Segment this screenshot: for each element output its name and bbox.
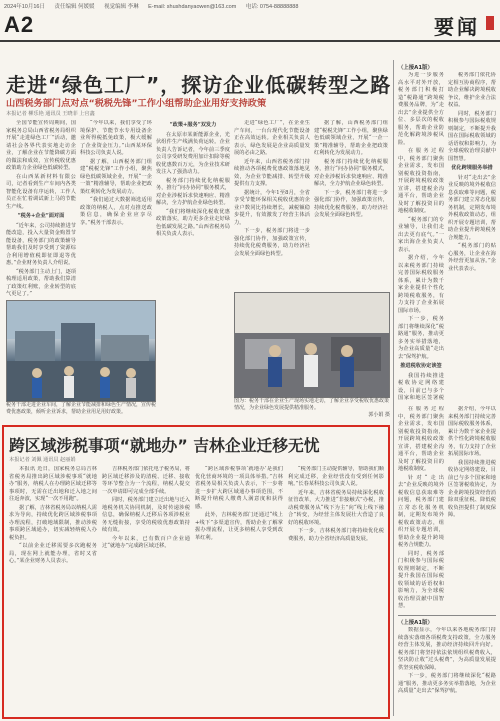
page-number: A2 xyxy=(4,12,35,37)
workshop-visit-image xyxy=(235,293,389,397)
paragraph: 下一步，税务部门将进一步强化部门协作，加强政策宣传，持续优化税费服务，助力经济社会发展全面绿色转型。 xyxy=(314,189,388,218)
masthead-topline xyxy=(4,2,306,10)
paragraph: 下一步，税务部门将继续深化“税路通”服务，推动更多务实举措落地，为企业高质量“走出去”保驾护航。 xyxy=(398,673,496,694)
article2-column-2 xyxy=(102,466,190,714)
visual-editor-info: 视觉编辑 李琳 xyxy=(104,4,139,10)
paragraph: 在太原市某新能源企业，光伏组件生产线满负荷运转。企业负责人告诉记者，今年前三季度公司享受研发费用加计扣除等税收优惠数百万元，为企业技术研发注入了强劲动力。 xyxy=(156,131,230,175)
article1-subhead-1: “税务+企业”面对面 xyxy=(17,213,65,219)
paragraph: “我们通过大数据筛选适用政策的纳税人，点对点推送政策信息，确保企业应享尽享。”税务干部表示。 xyxy=(80,197,152,226)
right-column-2 xyxy=(448,72,496,402)
paragraph: 在山西某新材料有限公司，记者看到生产车间内各类智能化设备有序运转，工作人员正在忙着调试新上马的节能生产线。 xyxy=(6,173,76,210)
continued-label: （上接A1版） xyxy=(398,65,433,71)
article2-column-3 xyxy=(195,466,283,714)
paragraph: 针对“走出去”企业反映的境外税收信息获取难等问题，税务部门建立常态化服务机制，定期发布境外税收政策动态，组织开展专题培训，帮助企业提升跨境税务合规能力。 xyxy=(398,474,444,548)
paragraph: 据了解，吉林省税务局以纳税人需求为导向，持续优化跨区域涉税事项办理流程，打破地域限制，推动涉税事项跨区域通办，切实减轻纳税人办税负担。 xyxy=(9,504,97,541)
paragraph: “税务部门主动上门，逐项梳理适用政策，帮助我们算清了政策红利账，企业转型的底气更足了。” xyxy=(6,268,76,297)
paragraph: 据了解，山西税务部门组建“税税先锋”工作小组，聚焦绿色低碳领域企业，开展“一企一策”精准辅导，帮助企业把政策红利转化为发展动力。 xyxy=(314,120,388,156)
article1-headline: 走进“绿色工厂”，探访企业低碳转型之路 xyxy=(6,73,392,97)
paragraph: 据统计，今年1至8月，全省享受节能环保相关税收优惠的企业户数同比持续增长，减税额稳步提升，有效激发了经营主体活力。 xyxy=(234,189,310,226)
email-info: E-mail: shushdanyaowen@163.com xyxy=(148,4,237,10)
paragraph: 走进“绿色工厂”，在企业生产车间，一台台现代化节能设备正在高效运转。企业相关负责人表示，绿色发展是企业高质量发展的必由之路。 xyxy=(234,120,310,156)
paragraph: 此外，吉林税务部门还通过“线上+线下”多渠道宣传，帮助企业了解掌握办理流程，让更多纳税人享受到改革红利。 xyxy=(195,512,283,541)
paragraph: 下一步，吉林税务部门将持续优化税费服务，助力全省经济高质量发展。 xyxy=(288,528,384,542)
right-column-rule xyxy=(393,60,394,716)
photo-credit: 郭小娟 摄 xyxy=(368,412,390,418)
issue-date: 2024年10月16日 xyxy=(4,4,45,10)
paragraph: 税务部门持续优化纳税服务，推行“问办协同”服务模式，对企业涉税诉求快速响应、精准解决，全力护航企业绿色转型。 xyxy=(314,158,388,187)
right-column-1 xyxy=(398,72,444,402)
spacer xyxy=(6,416,10,420)
paragraph: 下一步，税务部门将继续深化“税路通”服务，推动更多务实举措落地，为企业高质量“走出去”保驾护航。 xyxy=(398,316,444,360)
paragraph: “跨区域涉税事项‘就地办’是我们优化营商环境的一项具体举措。”吉林省税务局相关负责人表示，下一步将进一步扩大跨区域通办事项范围，不断提升纳税人缴费人满意度和获得感。 xyxy=(195,466,283,510)
right-column-bottom xyxy=(398,627,496,715)
paragraph: 近年来，山西省税务部门持续推动各项税费优惠政策落地见效，为企业节能减排、转型升级提供有力支撑。 xyxy=(234,158,310,187)
paragraph: 吉林税务部门依托电子税务局，将跨区域迁移涉及的清税、迁移、接收等环节整合为一个流程，纳税人提交一次申请即可完成全部手续。 xyxy=(102,466,190,495)
paragraph: 同时，税务部门积极参与国际税收规则制定，不断提升我国在国际税收领域的话语权和影响力，为全球税收治理贡献中国智慧。 xyxy=(398,550,444,609)
paragraph: 我国持续推进税收协定网络建设，目前已与多个国家和地区签署税 xyxy=(398,372,444,401)
section-color-mark xyxy=(486,16,494,30)
editor-info: 责任编辑 何媛媛 xyxy=(54,4,95,10)
article1-column-5 xyxy=(314,120,388,288)
paragraph: “税务部门主动提供辅导，帮助我们顺利完成迁移，企业经营没有受到任何影响。”长春某科技公司负责人说。 xyxy=(288,466,384,487)
paragraph: 我国持续推进税收协定网络建设，目前已与多个国家和地区签署税收协定，为企业跨境投资经营消除双重征税、降低税收负担提供了制度保障。 xyxy=(448,459,496,518)
right-subhead-2: 优化跨境服务举措 xyxy=(451,165,493,171)
paragraph: 数据显示，今年以来各地税务部门持续落实落细各项税费支持政策，全力服务经营主体发展，推动经济持续回升向好。税务部门将坚持依法依规组织税费收入，坚决防止收“过头税费”，为高质量发展提供坚实税收保障。 xyxy=(398,627,496,671)
paragraph: 针对“走出去”企业反映的境外税收信息获取难等问题，税务部门建立常态化服务机制，定期发布境外税收政策动态，组织开展专题培训，帮助企业提升跨境税务合规能力。 xyxy=(448,174,496,241)
section-title: 要闻 xyxy=(434,15,480,39)
article2-column-4 xyxy=(288,466,384,714)
paragraph: “以前企业迁移需要多次跑税务局，现在网上就能办理，省时又省心。”某企业财务人员表示。 xyxy=(9,543,97,564)
paragraph: 据了解，山西税务部门组建“税税先锋”工作小组，聚焦绿色低碳领域企业，开展“一企一策”精准辅导，帮助企业把政策红利转化为发展动力。 xyxy=(80,158,152,195)
article1-column-1 xyxy=(6,120,76,298)
article2-column-1 xyxy=(9,466,97,714)
article2-byline: 本报记者 刘佩 通讯员 赵丽娟 xyxy=(9,457,76,463)
right-subhead-1: 推进税收协定谈签 xyxy=(400,363,442,369)
paragraph: “今年以来，我们享受了环境保护、节能节水专用设备企业所得税抵免政策，极大缓解了企业资金压力。”山西某环保科技公司负责人说。 xyxy=(80,120,152,156)
masthead xyxy=(0,0,500,42)
paragraph: “近年来，公司持续推进节能改造，投入大量资金购置节能设备，税务部门的政策辅导帮助我们及时享受到了资源综合利用增值税即征即退等优惠。”企业财务负责人介绍说。 xyxy=(6,222,76,266)
right-column-divider xyxy=(398,615,496,616)
article2-headline: 跨区域涉税事项“就地办” 吉林企业迁移无忧 xyxy=(9,436,320,455)
paragraph: 据介绍，今年以来税务部门持续完善国际税收服务体系，累计为数千家企业提供个性化跨境税收服务，有力支持了企业拓展国际市场。 xyxy=(398,255,444,314)
article1-column-2 xyxy=(80,120,152,298)
paragraph: 全国节能宣传周期间，国家税务总局山西省税务局组织开展“走进绿色工厂”活动，邀请社会各界代表实地走访企业，了解企业在节能降碳方面的做法和成效，宣传税收优惠政策助力企业绿色低碳转型。 xyxy=(6,120,76,171)
article1-byline: 本报记者 柳乐艳 通讯员 王晓菲 上官鑫 xyxy=(6,111,95,117)
article1-photo-2-caption: 图为：税务干部在企业生产现场实地走访，了解企业享受税收优惠政策情况，为企业绿色发展提供精准服务。 xyxy=(234,398,390,411)
article1-photo-1 xyxy=(6,300,156,402)
paragraph: 据介绍，今年以来税务部门持续完善国际税收服务体系，累计为数千家企业提供个性化跨境税收服务，有力支持了企业拓展国际市场。 xyxy=(448,406,496,457)
paragraph: 本报讯 近日，国家税务总局吉林省税务局推出跨区域涉税事项“就地办”服务，纳税人在办理跨区域迁移等事项时，无需在迁出地和迁入地之间往返奔波，实现“一次不用跑”。 xyxy=(9,466,97,502)
paragraph: 税务部门依托协定相互协商程序，帮助企业解决跨境税收争议，维护企业合法权益。 xyxy=(448,72,496,108)
article1-photo-2 xyxy=(234,292,390,398)
paragraph: “我们将继续深化税收优惠政策落实，助力更多企业走好绿色低碳发展之路。”山西省税务局相关负责人表示。 xyxy=(156,208,230,237)
factory-scene-image xyxy=(7,301,155,401)
paragraph: 同时，税务部门建立迁出地与迁入地税务机关协同机制，及时传递涉税信息，确保纳税人迁移后各项涉税业务无缝衔接，享受的税收优惠政策持续有效。 xyxy=(102,497,190,533)
paragraph: 今年以来，已有数百户企业通过“就地办”完成跨区域迁移。 xyxy=(102,535,190,549)
paragraph: “税务部门的专业辅导，让我们走出去更有底气。”一家出海企业负责人表示。 xyxy=(398,216,444,253)
continued-label-2: （上接A1版） xyxy=(398,620,433,626)
article1-column-3 xyxy=(156,120,230,398)
paragraph: 近年来，吉林省税务局持续深化税收征管改革，大力推进“非接触式”办税，推动税费服务从“线下为主”向“线上线下融合”转变，为经营主体发展壮大营造了良好的税收环境。 xyxy=(288,489,384,526)
article1-column-4 xyxy=(234,120,310,288)
paragraph: 为进一步服务高水平对外开放，税务部门积极打造“税路通”跨境税费服务品牌，为“走出去”企业提供全方位、多层次的税收服务，帮助企业防范化解跨境涉税风险。 xyxy=(398,72,444,146)
paragraph: 在服务过程中，税务部门聚焦企业需求，发布国别税收投资指南，开展跨境税收政策宣讲，搭建税企沟通平台，帮助企业及时了解投资目的地税收制度。 xyxy=(398,406,444,472)
article1-photo-1-caption: 税务干部走进企业车间，了解企业节能减排和绿色生产情况，宣传税费优惠政策，倾听企业诉求，帮助企业用足用好政策。 xyxy=(6,402,157,415)
paragraph: 在服务过程中，税务部门聚焦企业需求，发布国别税收投资指南，开展跨境税收政策宣讲，搭建税企沟通平台，帮助企业及时了解投资目的地税收制度。 xyxy=(398,148,444,214)
paragraph: 同时，税务部门积极参与国际税收规则制定，不断提升我国在国际税收领域的话语权和影响力，为全球税收治理贡献中国智慧。 xyxy=(448,110,496,162)
paragraph: 下一步，税务部门将进一步强化部门协作，加强政策宣传，持续优化税费服务，助力经济社会发展全面绿色转型。 xyxy=(234,228,310,257)
paragraph: 税务部门持续优化纳税服务，推行“问办协同”服务模式，对企业涉税诉求快速响应、精准解决，全力护航企业绿色转型。 xyxy=(156,177,230,206)
article1-subheadline: 山西税务部门点对点“税税先锋”工作小组帮助企业用好支持政策 xyxy=(6,98,267,109)
paragraph: “税务部门的贴心服务，让企业在海外经营更加从容。”企业代表表示。 xyxy=(448,243,496,272)
phone-info: 电话: 0754-88888888 xyxy=(245,4,299,10)
article1-subhead-2: “政策+服务”双发力 xyxy=(169,122,217,128)
